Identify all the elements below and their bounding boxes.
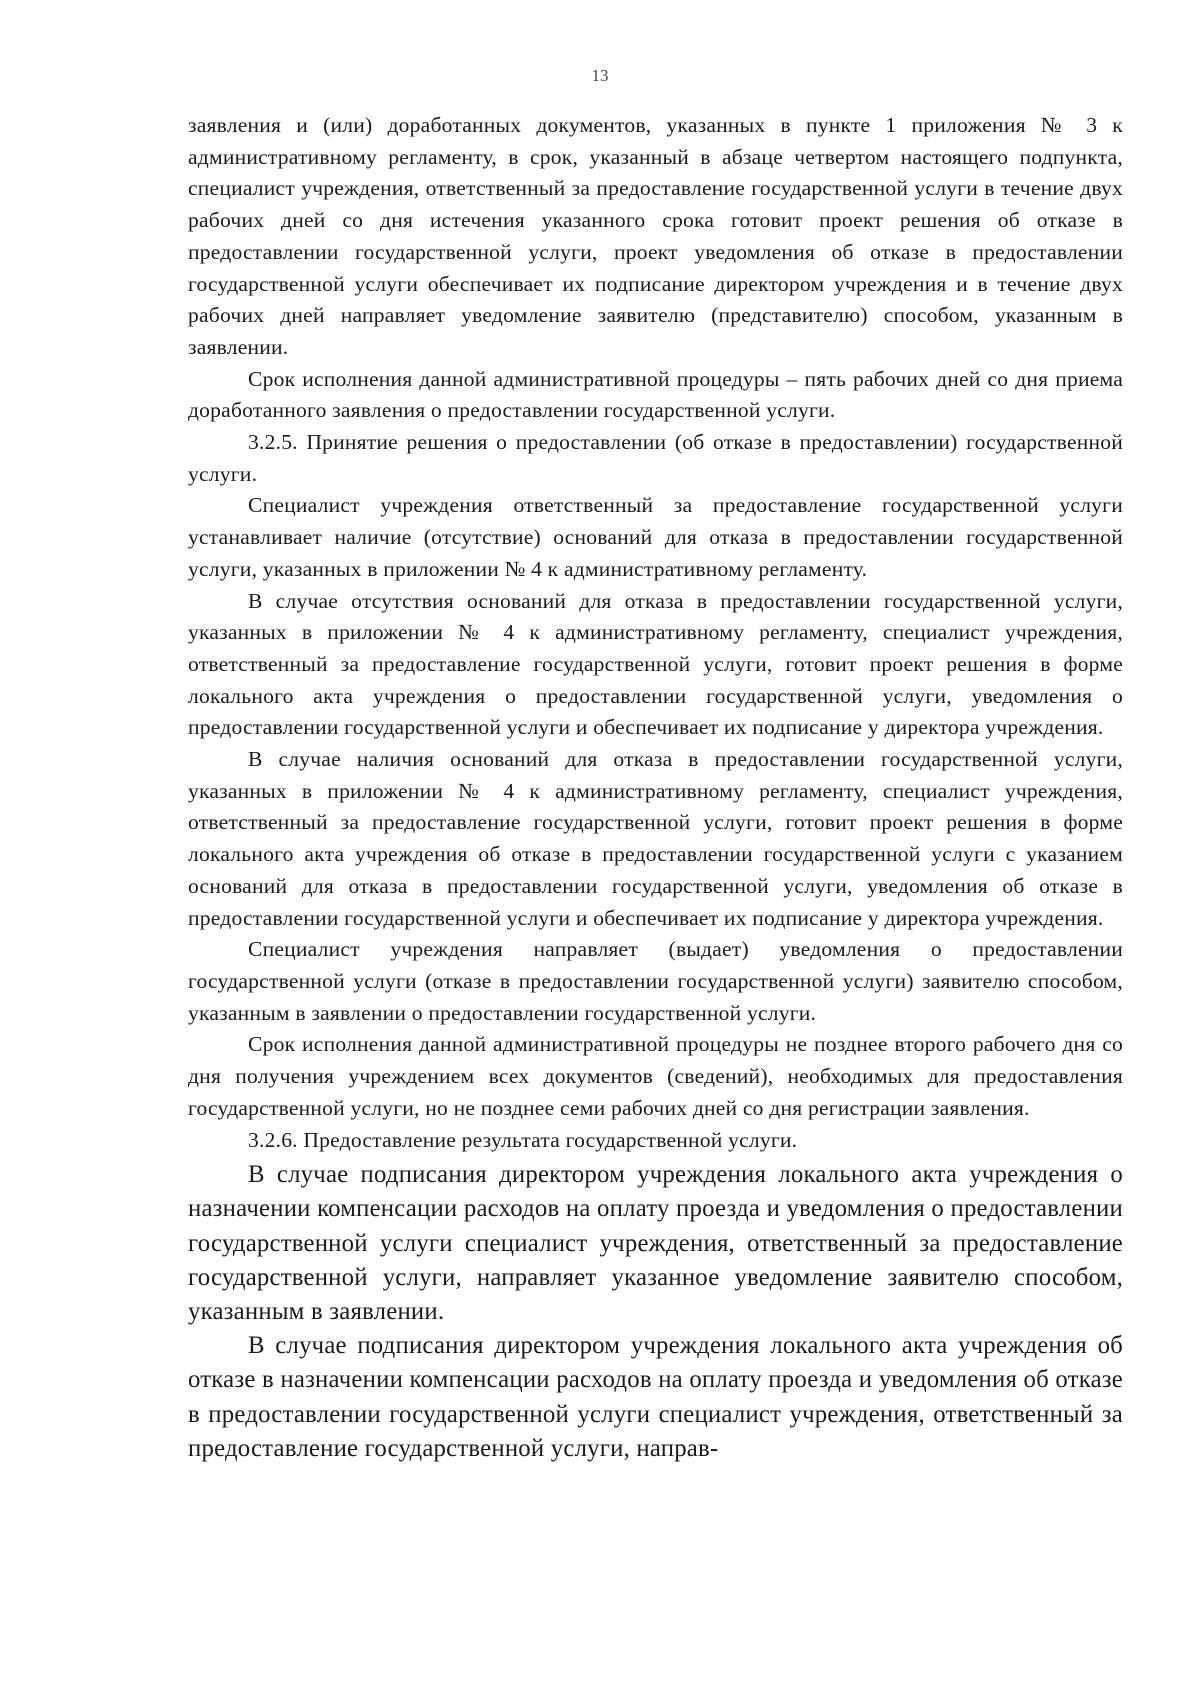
paragraph-deadline-second-day: Срок исполнения данной административной процедуры не позднее второго рабочего дня со дня получения учреждением всех документов (сведений), необходимых для предоставления государственной услуги, но не позднее семи рабочих дней со дня регистрации заявления. xyxy=(188,1032,1123,1120)
paragraph-no-grounds-for-refusal: В случае отсутствия оснований для отказа в предоставлении государственной услуги, указанных в приложении № 4 к административному регламенту, специалист учреждения, ответственный за предоставление государственной услуги, готовит проект решения в форме локального акта учреждения о предоставлении государственной услуги, уведомления о предоставлении государственной услуги и обеспечивает их подписание у директора учреждения. xyxy=(188,588,1123,740)
paragraph-specialist-determines: Специалист учреждения ответственный за предоставление государственной услуги устанавливает наличие (отсутствие) оснований для отказа в предоставлении государственной услуги, указанных в приложении № 4 к административному регламенту. xyxy=(188,493,1123,581)
paragraph-notification-sent: Специалист учреждения направляет (выдает) уведомления о предоставлении государственной услуги (отказе в предоставлении государственной услуги) заявителю способом, указанным в заявлении о предоставлении государственной услуги. xyxy=(188,937,1123,1025)
paragraph-continuation: заявления и (или) доработанных документов, указанных в пункте 1 приложения № 3 к административному регламенту, в срок, указанный в абзаце четвертом настоящего подпункта, специалист учреждения, ответственный за предоставление государственной услуги в течение двух рабочих дней со дня истечения указанного срока готовит проект решения об отказе в предоставлении государственной услуги, проект уведомления об отказе в предоставлении государственной услуги обеспечивает их подписание директором учреждения и в течение двух рабочих дней направляет уведомление заявителю (представителю) способом, указанным в заявлении. xyxy=(188,113,1123,359)
paragraph-grounds-for-refusal: В случае наличия оснований для отказа в предоставлении государственной услуги, указанных в приложении № 4 к административному регламенту, специалист учреждения, ответственный за предоставление государственной услуги, готовит проект решения в форме локального акта учреждения об отказе в предоставлении государственной услуги с указанием оснований для отказа в предоставлении государственной услуги, уведомления об отказе в предоставлении государственной услуги и обеспечивает их подписание у директора учреждения. xyxy=(188,747,1123,930)
body-section-upper xyxy=(188,110,1123,1156)
paragraph-deadline-five-days: Срок исполнения данной административной процедуры – пять рабочих дней со дня приема доработанного заявления о предоставлении государственной услуги. xyxy=(188,366,1123,423)
paragraph-result-granted: В случае подписания директором учреждения локального акта учреждения о назначении компенсации расходов на оплату проезда и уведомления о предоставлении государственной услуги специалист учреждения, ответственный за предоставление государственной услуги, направляет указанное уведомление заявителю способом, указанным в заявлении. xyxy=(188,1161,1123,1326)
section-heading-3-2-6: 3.2.6. Предоставление результата государственной услуги. xyxy=(248,1127,798,1152)
page-number: 13 xyxy=(591,66,609,85)
document-body xyxy=(188,110,1123,1466)
body-section-lower xyxy=(188,1158,1123,1466)
section-heading-3-2-5: 3.2.5. Принятие решения о предоставлении (об отказе в предоставлении) государственной услуги. xyxy=(188,430,1123,486)
paragraph-result-refused: В случае подписания директором учреждения локального акта учреждения об отказе в назначении компенсации расходов на оплату проезда и уведомления об отказе в предоставлении государственной услуги специалист учреждения, ответственный за предоставление государственной услуги, направ- xyxy=(188,1332,1123,1462)
